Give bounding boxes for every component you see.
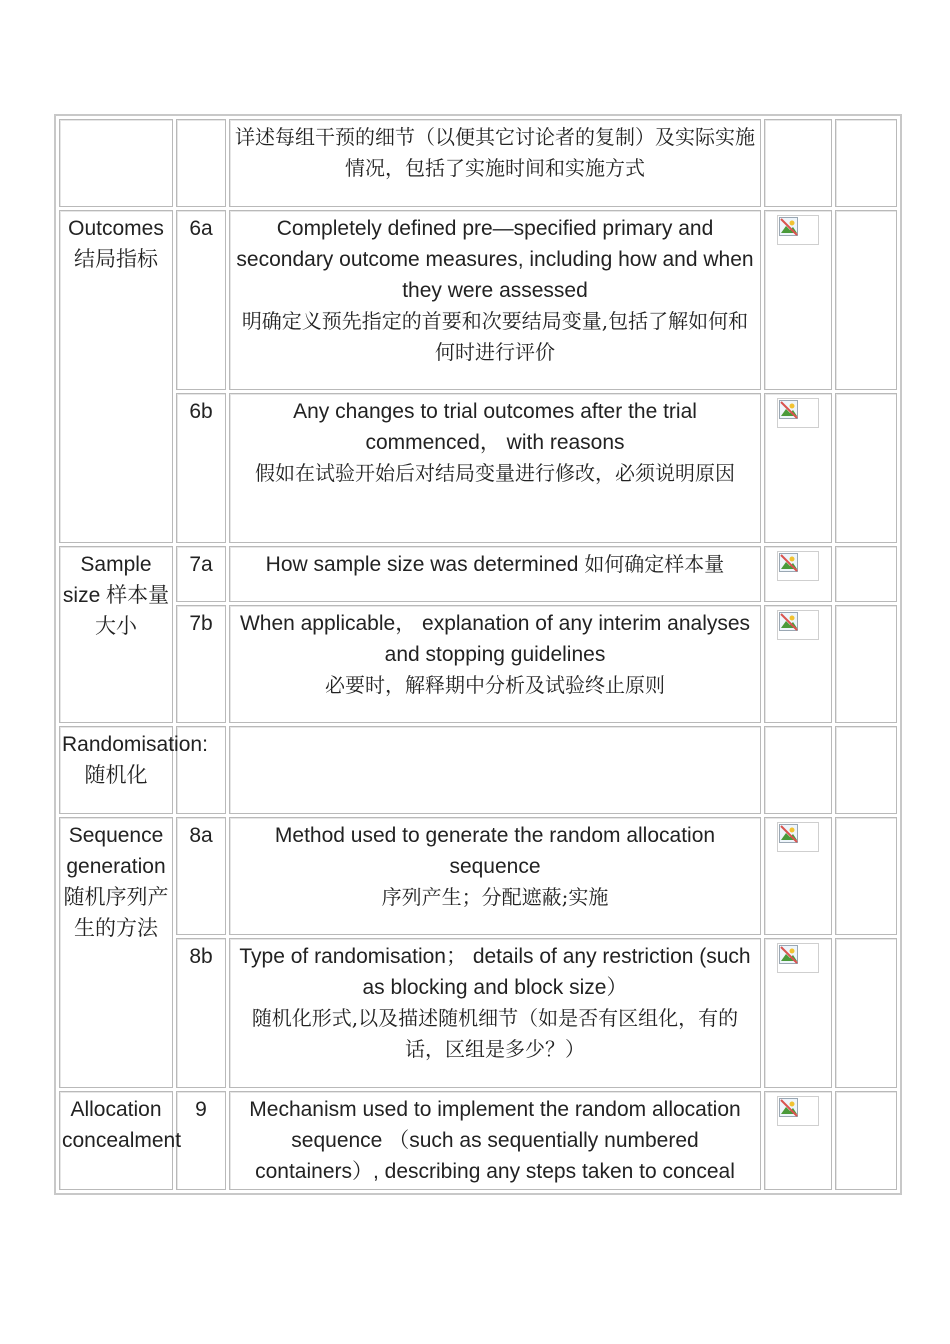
item-number: 7b <box>189 612 213 635</box>
description-cell <box>229 546 761 602</box>
topic-cell <box>59 119 173 207</box>
broken-image-icon <box>777 1096 819 1126</box>
item-number: 8a <box>189 824 213 847</box>
item-number-cell <box>176 119 226 207</box>
empty-cell <box>835 726 897 814</box>
empty-cell <box>835 817 897 935</box>
description-english: Type of randomisation； details of any restriction (such as blocking and block size） <box>239 945 751 999</box>
empty-cell <box>835 210 897 390</box>
description-cell <box>229 1091 761 1190</box>
description-english: How sample size was determined <box>265 553 579 576</box>
description-english: Completely defined pre—specified primary and secondary outcome measures, including how and when they were assessed <box>236 217 754 302</box>
description-english: Any changes to trial outcomes after the trial commenced， with reasons <box>293 400 697 454</box>
topic-cell <box>59 546 173 723</box>
item-number-cell <box>176 393 226 543</box>
broken-image-icon <box>777 610 819 640</box>
item-number-cell <box>176 210 226 390</box>
topic-cell <box>59 726 208 814</box>
empty-cell <box>835 938 897 1088</box>
item-number: 9 <box>195 1098 207 1121</box>
broken-image-icon <box>777 215 819 245</box>
page-reference-cell <box>764 938 832 1088</box>
description-cell <box>229 605 761 723</box>
topic-label: Sequence generation 随机序列产生的方法 <box>63 824 169 940</box>
description-english: Mechanism used to implement the random allocation sequence （such as sequentially numbered containers）, describing any steps taken to conceal <box>249 1098 741 1183</box>
description-chinese: 明确定义预先指定的首要和次要结局变量,包括了解如何和何时进行评价 <box>241 309 749 364</box>
page-reference-cell <box>764 210 832 390</box>
empty-cell <box>835 1091 897 1190</box>
empty-cell <box>835 393 897 543</box>
description-cell <box>229 817 761 935</box>
item-number: 6a <box>189 217 213 240</box>
description-cell <box>229 938 761 1088</box>
broken-image-icon <box>777 551 819 581</box>
description-chinese: 假如在试验开始后对结局变量进行修改，必须说明原因 <box>255 461 735 485</box>
topic-cell <box>59 210 173 543</box>
page-reference-cell <box>764 817 832 935</box>
description-cell <box>229 726 761 814</box>
topic-label: Sample size 样本量大小 <box>62 553 170 638</box>
page-reference-cell <box>764 1091 832 1190</box>
description-cell <box>229 393 761 543</box>
broken-image-icon <box>777 822 819 852</box>
table-row <box>59 817 897 935</box>
item-number: 6b <box>189 400 213 423</box>
table-row <box>59 210 897 390</box>
table-row <box>59 119 897 207</box>
item-number-cell <box>176 1091 226 1190</box>
empty-cell <box>835 546 897 602</box>
consort-checklist-table <box>54 114 902 1195</box>
page-reference-cell <box>764 546 832 602</box>
empty-cell <box>835 119 897 207</box>
item-number-cell <box>176 546 226 602</box>
item-number: 7a <box>189 553 213 576</box>
description-cell <box>229 119 761 207</box>
item-number-cell <box>176 605 226 723</box>
table-row <box>59 393 897 543</box>
table-row <box>59 1091 897 1190</box>
description-english: When applicable， explanation of any interim analyses and stopping guidelines <box>239 612 751 666</box>
description-chinese: 随机化形式,以及描述随机细节（如是否有区组化，有的话，区组是多少？） <box>251 1006 739 1061</box>
table-row <box>59 546 897 602</box>
table-row <box>59 726 897 814</box>
table-row <box>59 605 897 723</box>
description-english: Method used to generate the random allocation sequence <box>274 824 716 878</box>
page-reference-cell <box>764 605 832 723</box>
topic-label: Randomisation: 随机化 <box>62 733 208 787</box>
broken-image-icon <box>777 943 819 973</box>
item-number-cell <box>176 938 226 1088</box>
item-number-cell <box>176 817 226 935</box>
description-cell <box>229 210 761 390</box>
page-reference-cell <box>764 119 832 207</box>
topic-label: Allocation concealment <box>62 1098 182 1152</box>
page-reference-cell <box>764 726 832 814</box>
page-bottom-cut <box>54 1196 896 1204</box>
description-chinese: 序列产生；分配遮蔽;实施 <box>381 885 609 909</box>
table-row <box>59 938 897 1088</box>
empty-cell <box>835 605 897 723</box>
broken-image-icon <box>777 398 819 428</box>
description-chinese: 详述每组干预的细节（以便其它讨论者的复制）及实际实施情况，包括了实施时间和实施方式 <box>235 125 755 180</box>
description-chinese: 如何确定样本量 <box>584 552 725 576</box>
topic-label: Outcomes 结局指标 <box>68 217 164 271</box>
item-number: 8b <box>189 945 213 968</box>
description-chinese: 必要时，解释期中分析及试验终止原则 <box>325 673 665 697</box>
page-reference-cell <box>764 393 832 543</box>
topic-cell <box>59 1091 182 1190</box>
topic-cell <box>59 817 173 1088</box>
